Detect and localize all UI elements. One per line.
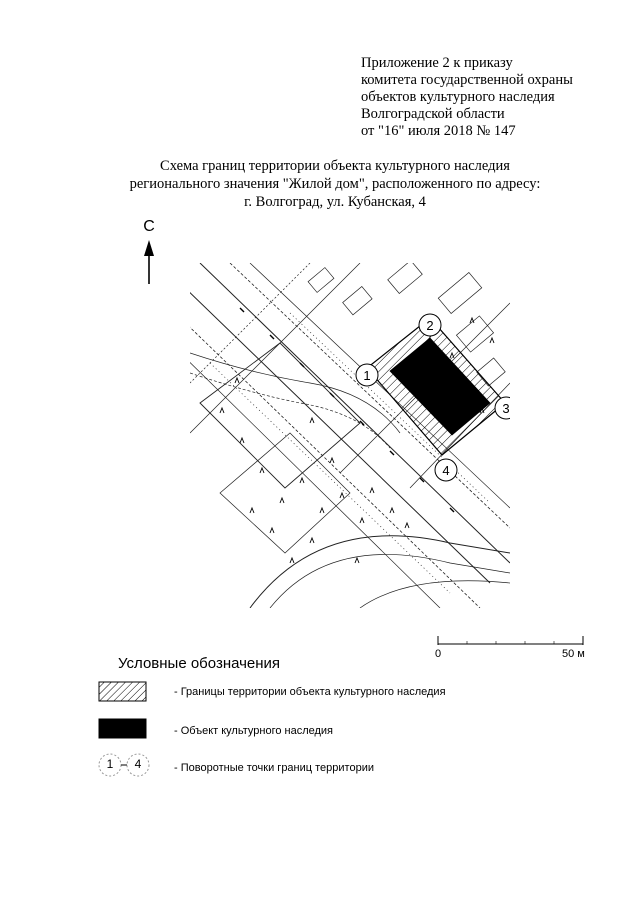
turning-point-4 xyxy=(435,459,457,481)
turning-point-end: 4 xyxy=(134,757,142,771)
legend-desc: - Объект культурного наследия xyxy=(174,725,334,737)
turning-point-label: 2 xyxy=(426,318,434,333)
turning-point-2 xyxy=(419,314,441,336)
legend-title: Условные обозначения xyxy=(118,655,281,672)
document-title xyxy=(100,157,570,211)
north-arrow-icon xyxy=(138,218,160,288)
turning-point-label: 1 xyxy=(363,368,371,383)
turning-point-label: 3 xyxy=(502,401,510,416)
legend-desc: - Границы территории объекта культурного наследия xyxy=(174,686,446,698)
title-line: регионального значения "Жилой дом", расположенного по адресу: xyxy=(129,176,541,192)
scale-bar-icon xyxy=(437,632,587,648)
heritage-object-icon xyxy=(98,718,148,742)
legend-desc: - Поворотные точки границ территории xyxy=(174,762,374,774)
appendix-header xyxy=(361,55,601,140)
scale-end-label: 50 м xyxy=(562,648,585,660)
turning-point-1 xyxy=(356,364,378,386)
appendix-line: от "16" июля 2018 № 147 xyxy=(361,123,516,139)
turning-point-label: 4 xyxy=(442,463,450,478)
appendix-line: Волгоградской области xyxy=(361,106,505,122)
north-label: С xyxy=(143,218,155,235)
appendix-line: объектов культурного наследия xyxy=(361,89,555,105)
hatched-boundary-icon xyxy=(98,681,148,705)
appendix-line: комитета государственной охраны xyxy=(361,72,573,88)
title-line: Схема границ территории объекта культурного наследия xyxy=(160,158,510,174)
scale-bar xyxy=(437,632,587,662)
north-indicator xyxy=(138,218,168,288)
turning-point-start: 1 xyxy=(106,757,114,771)
scale-start-label: 0 xyxy=(435,648,442,660)
title-line: г. Волгоград, ул. Кубанская, 4 xyxy=(244,194,426,210)
appendix-line: Приложение 2 к приказу xyxy=(361,55,513,71)
site-map xyxy=(190,263,510,608)
